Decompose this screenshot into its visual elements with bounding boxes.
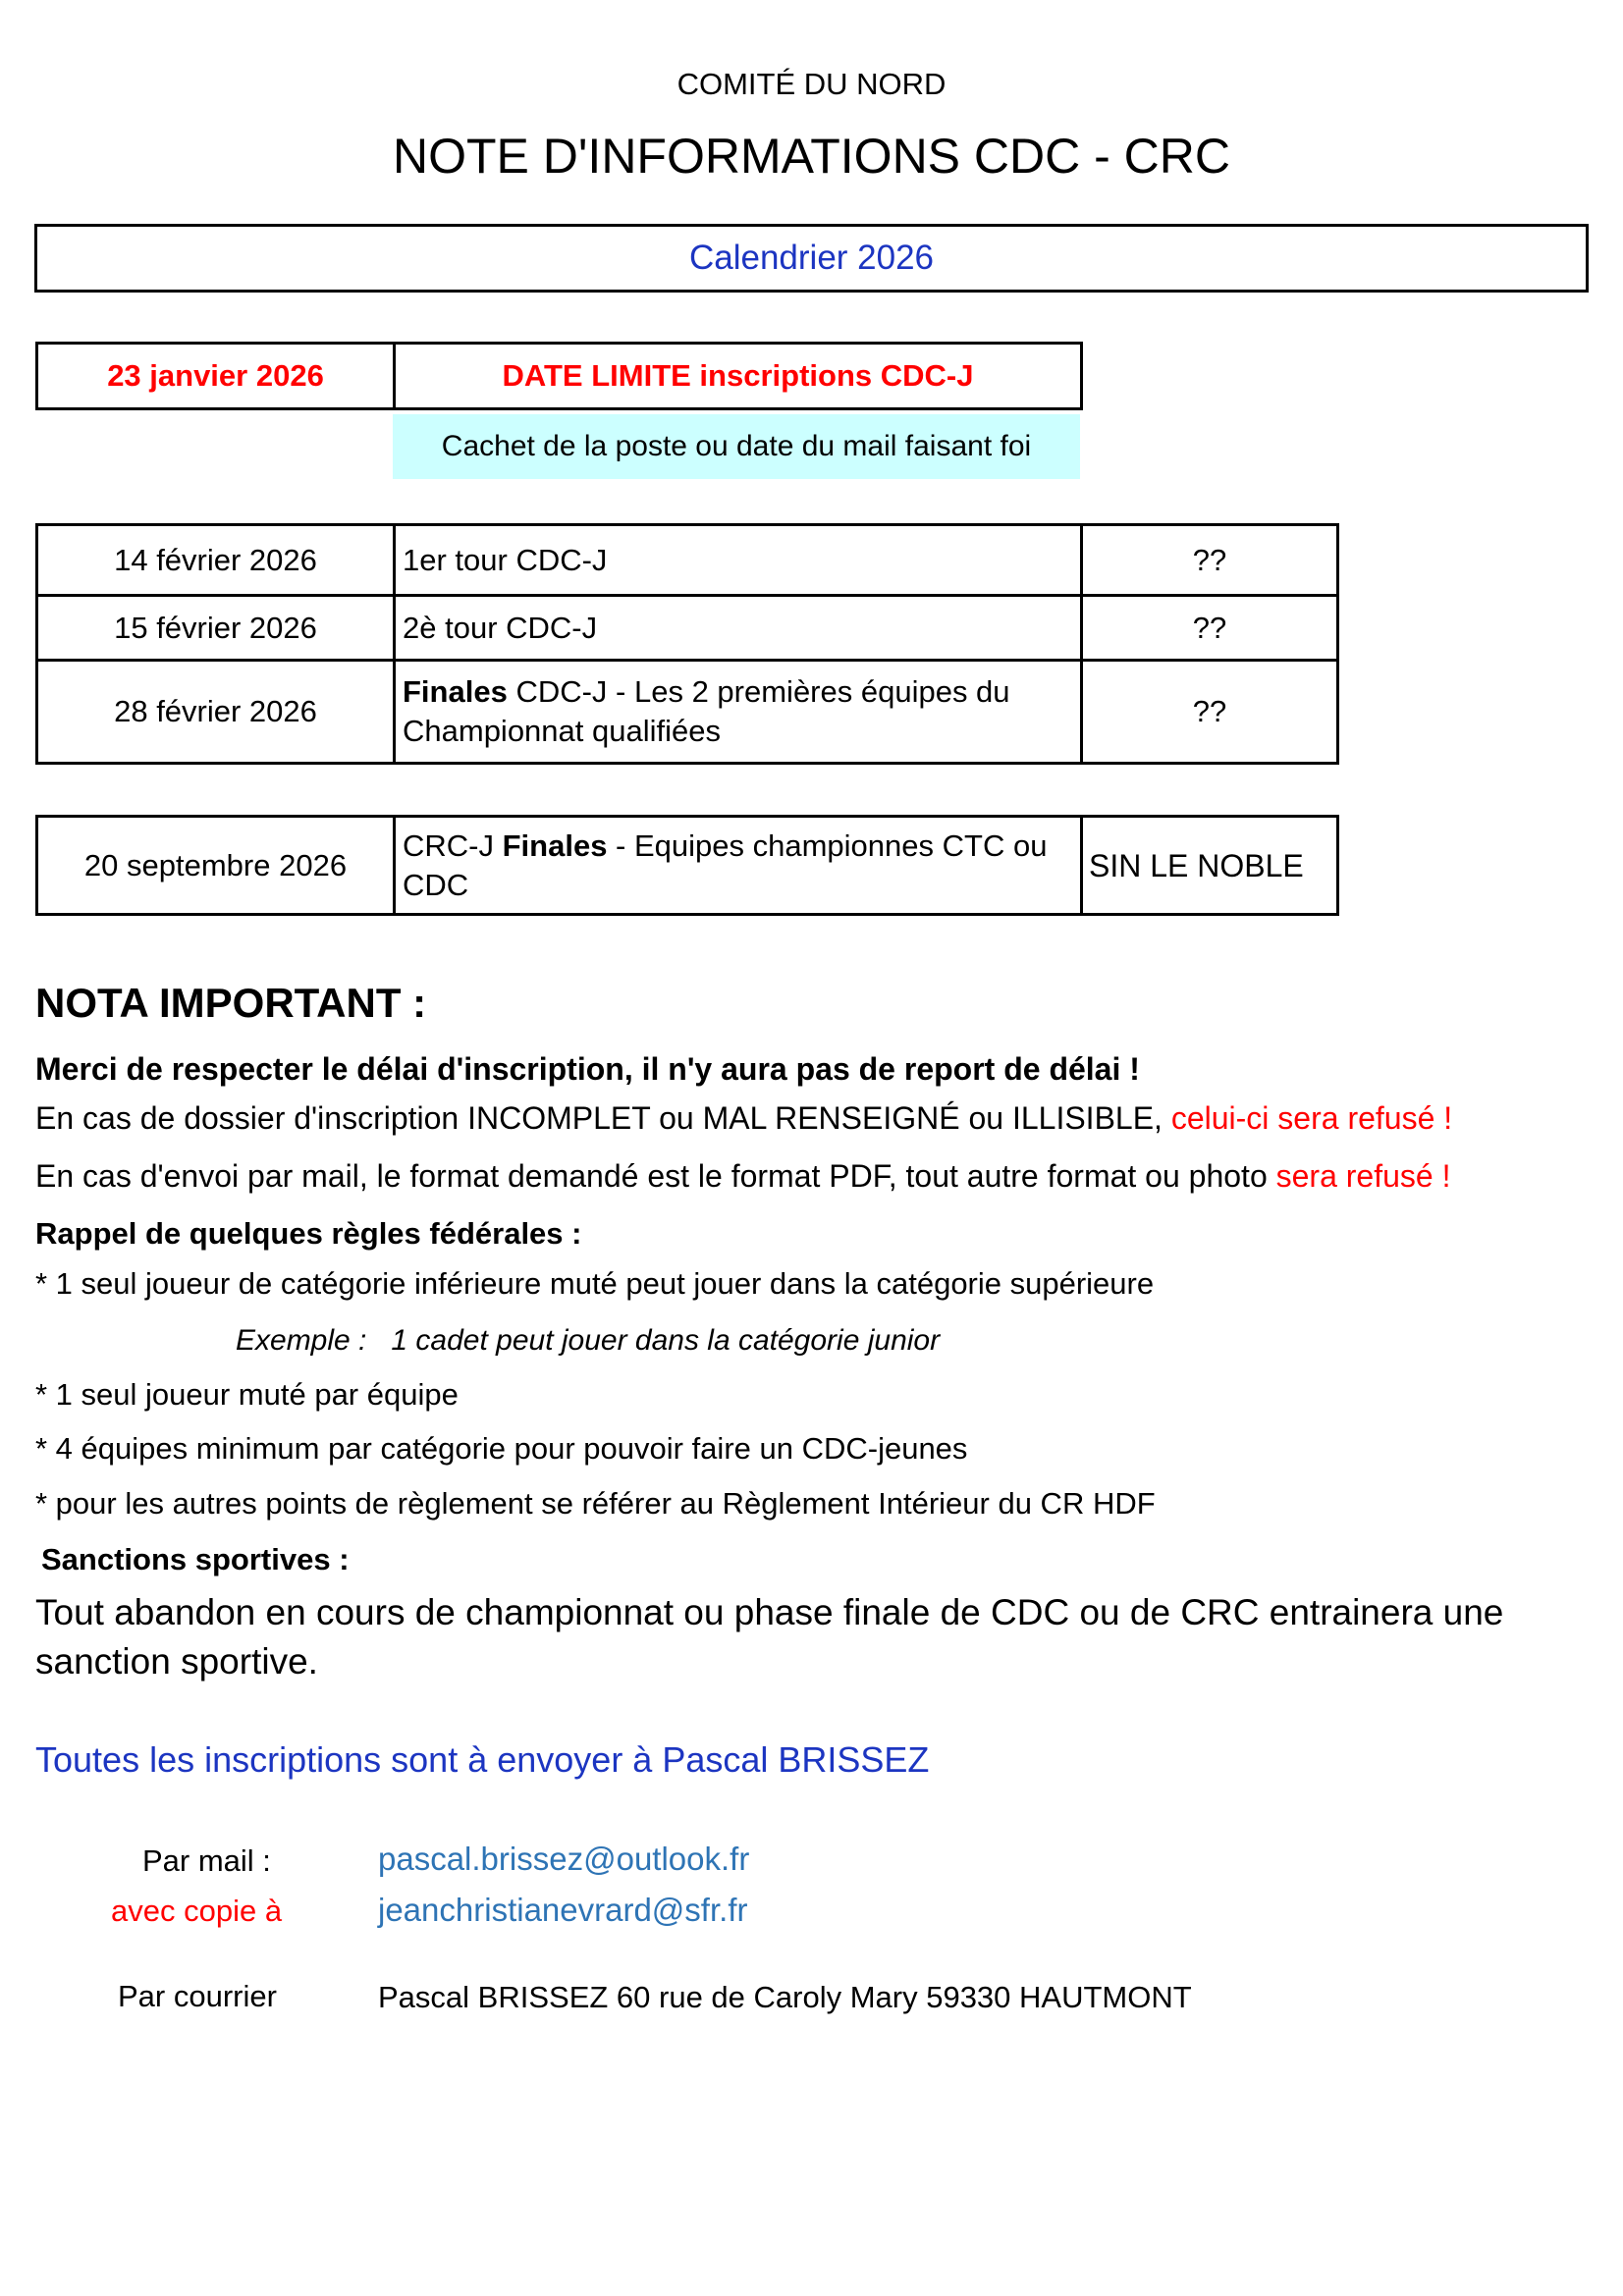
committee-name: COMITÉ DU NORD: [676, 67, 947, 101]
event-venue-cell: ??: [1080, 662, 1336, 762]
sanctions-heading: Sanctions sportives :: [41, 1542, 350, 1576]
finals-venue-cell: SIN LE NOBLE: [1080, 818, 1336, 913]
federal-rules-heading: Rappel de quelques règles fédérales :: [35, 1216, 582, 1251]
event-desc-text: CDC-J - Les 2 premières équipes du Championnat qualifiées: [403, 674, 1010, 748]
incomplete-file-warning: [35, 1100, 1452, 1137]
rule-example: Exemple : 1 cadet peut jouer dans la catégorie junior: [236, 1324, 941, 1357]
event-desc-text: 1er tour CDC-J: [403, 542, 608, 577]
registration-intro: Toutes les inscriptions sont à envoyer à Pascal BRISSEZ: [35, 1739, 930, 1780]
table-row: [38, 526, 1336, 594]
rule-item: * 1 seul joueur de catégorie inférieure muté peut jouer dans la catégorie supérieure: [35, 1266, 1155, 1301]
event-desc-cell: [393, 662, 1080, 762]
schedule-table: [35, 523, 1339, 765]
finals-desc-cell: [393, 818, 1080, 913]
table-row: [38, 345, 1080, 407]
finals-date-cell: 20 septembre 2026: [83, 847, 348, 882]
deadline-warning: Merci de respecter le délai d'inscription, il n'y aura pas de report de délai !: [35, 1051, 1140, 1087]
event-desc-cell: [393, 597, 1080, 659]
finals-table: [35, 815, 1339, 916]
deadline-date-cell: 23 janvier 2026: [107, 358, 324, 393]
event-desc-rich: [403, 672, 1080, 751]
event-desc-text: 2è tour CDC-J: [403, 610, 598, 645]
event-date-cell: 28 février 2026: [114, 694, 317, 728]
mail-label: Par mail :: [142, 1843, 271, 1878]
nota-heading: NOTA IMPORTANT :: [35, 980, 427, 1026]
event-desc-cell: [393, 526, 1080, 594]
postal-address: Pascal BRISSEZ 60 rue de Caroly Mary 59330 HAUTMONT: [378, 1980, 1192, 2014]
calendar-banner: Calendrier 2026: [34, 224, 1589, 293]
deadline-label-cell: DATE LIMITE inscriptions CDC-J: [393, 345, 1080, 407]
table-row: [38, 818, 1336, 913]
warning-red-text: sera refusé !: [1275, 1158, 1451, 1194]
pdf-format-warning: [35, 1158, 1450, 1195]
postal-label: Par courrier: [118, 1979, 277, 2013]
warning-text: En cas d'envoi par mail, le format demandé est le format PDF, tout autre format ou photo: [35, 1158, 1276, 1194]
copy-email-link[interactable]: jeanchristianevrard@sfr.fr: [378, 1892, 748, 1928]
finals-desc-bold: Finales: [502, 828, 608, 863]
warning-red-text: celui-ci sera refusé !: [1170, 1100, 1453, 1136]
event-venue-cell: ??: [1080, 526, 1336, 594]
primary-email-link[interactable]: pascal.brissez@outlook.fr: [378, 1841, 750, 1877]
event-desc-bold: Finales: [403, 674, 508, 709]
event-date-cell: 14 février 2026: [114, 542, 317, 577]
document-title: NOTE D'INFORMATIONS CDC - CRC: [392, 129, 1231, 184]
warning-text: En cas de dossier d'inscription INCOMPLET ou MAL RENSEIGNÉ ou ILLISIBLE,: [35, 1100, 1171, 1136]
finals-desc-rich: [403, 827, 1080, 905]
event-venue-cell: ??: [1080, 597, 1336, 659]
table-row: [38, 659, 1336, 762]
finals-desc-text: - Equipes championnes CTC ou CDC: [403, 828, 1048, 902]
rule-item: * pour les autres points de règlement se référer au Règlement Intérieur du CR HDF: [35, 1486, 1156, 1521]
deadline-table: [35, 342, 1083, 410]
copy-to-label: avec copie à: [111, 1894, 283, 1928]
sanctions-text: Tout abandon en cours de championnat ou phase finale de CDC ou de CRC entrainera une sanction sportive.: [35, 1592, 1504, 1682]
event-date-cell: 15 février 2026: [114, 610, 317, 645]
postmark-note: Cachet de la poste ou date du mail faisant foi: [393, 414, 1080, 479]
rule-item: * 1 seul joueur muté par équipe: [35, 1377, 459, 1412]
rule-item: * 4 équipes minimum par catégorie pour pouvoir faire un CDC-jeunes: [35, 1431, 968, 1466]
table-row: [38, 594, 1336, 659]
finals-desc-prefix: CRC-J: [403, 828, 503, 863]
